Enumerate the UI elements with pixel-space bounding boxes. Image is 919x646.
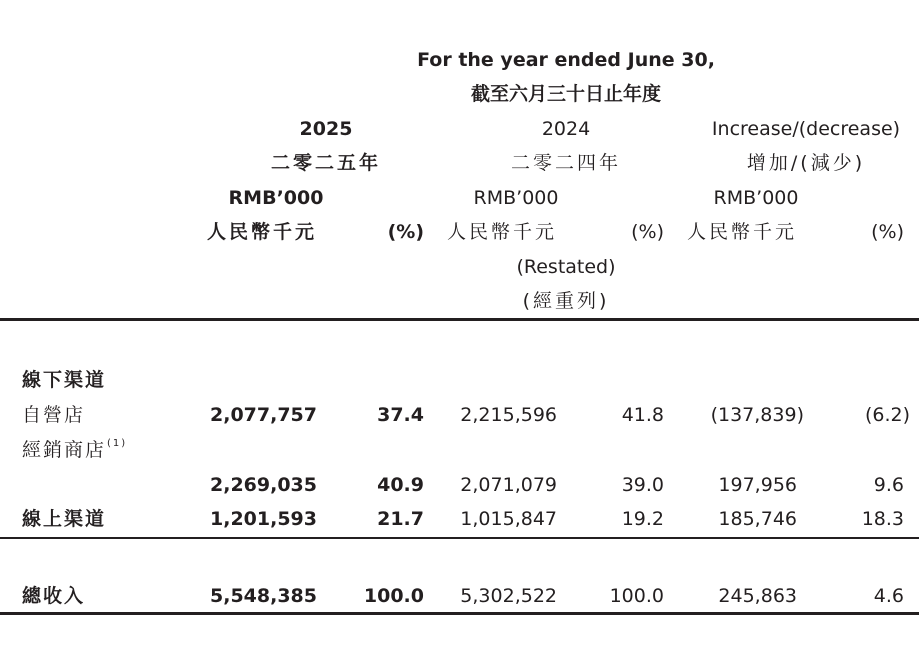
cell-value: 37.4	[377, 404, 424, 426]
row-label-total: 總收入	[22, 585, 86, 607]
cell-value: 21.7	[377, 508, 424, 530]
cell-value: 5,548,385	[210, 585, 317, 607]
cell-value: 185,746	[718, 508, 797, 530]
col-2025-pct: (%)	[387, 221, 424, 243]
subtotal-rule	[0, 537, 919, 539]
cell-value: 100.0	[363, 585, 424, 607]
row-label-distributor-text: 經銷商店	[22, 439, 107, 461]
col-2025-year-zh: 二零二五年	[270, 152, 382, 174]
cell-value: 2,215,596	[460, 404, 557, 426]
cell-value: 39.0	[621, 474, 664, 496]
cell-value: 19.2	[621, 508, 664, 530]
col-change-title-en: Increase/(decrease)	[711, 118, 901, 140]
cell-value: 2,077,757	[210, 404, 317, 426]
cell-value: 4.6	[873, 585, 904, 607]
cell-value: 9.6	[873, 474, 904, 496]
cell-value: 100.0	[609, 585, 664, 607]
row-label-distributor	[22, 438, 128, 461]
col-change-pct: (%)	[871, 221, 904, 243]
col-2025-year: 2025	[299, 118, 353, 140]
col-2024-unit-zh: 人民幣千元	[446, 221, 558, 243]
cell-value: 41.8	[621, 404, 664, 426]
cell-value: (137,839)	[710, 404, 804, 426]
cell-value: (6.2)	[864, 404, 910, 426]
footnote-marker: (1)	[107, 438, 128, 449]
cell-value: 40.9	[377, 474, 424, 496]
cell-value: 18.3	[861, 508, 904, 530]
cell-value: 2,269,035	[210, 474, 317, 496]
col-2025-unit-zh: 人民幣千元	[206, 221, 318, 243]
period-header-en: For the year ended June 30,	[417, 49, 715, 71]
col-change-unit-en: RMB’000	[713, 187, 799, 209]
cell-value: 245,863	[718, 585, 797, 607]
cell-value: 197,956	[718, 474, 797, 496]
cell-value: 1,201,593	[210, 508, 317, 530]
col-change-title-zh: 增加/(減少)	[746, 152, 866, 174]
col-2024-unit-en: RMB’000	[473, 187, 559, 209]
total-rule	[0, 612, 919, 615]
period-header-zh: 截至六月三十日止年度	[470, 83, 662, 105]
cell-value: 5,302,522	[460, 585, 557, 607]
row-label-offline: 線下渠道	[22, 369, 107, 391]
col-2024-restated-en: (Restated)	[516, 256, 616, 278]
cell-value: 2,071,079	[460, 474, 557, 496]
row-label-self-operated: 自營店	[22, 404, 86, 426]
col-change-unit-zh: 人民幣千元	[686, 221, 798, 243]
col-2024-year-zh: 二零二四年	[510, 152, 622, 174]
col-2025-unit-en: RMB’000	[228, 187, 324, 209]
cell-value: 1,015,847	[460, 508, 557, 530]
col-2024-restated-zh: (經重列)	[522, 290, 610, 312]
header-rule	[0, 318, 919, 321]
row-label-online: 線上渠道	[22, 508, 107, 530]
col-2024-pct: (%)	[631, 221, 664, 243]
col-2024-year: 2024	[541, 118, 591, 140]
